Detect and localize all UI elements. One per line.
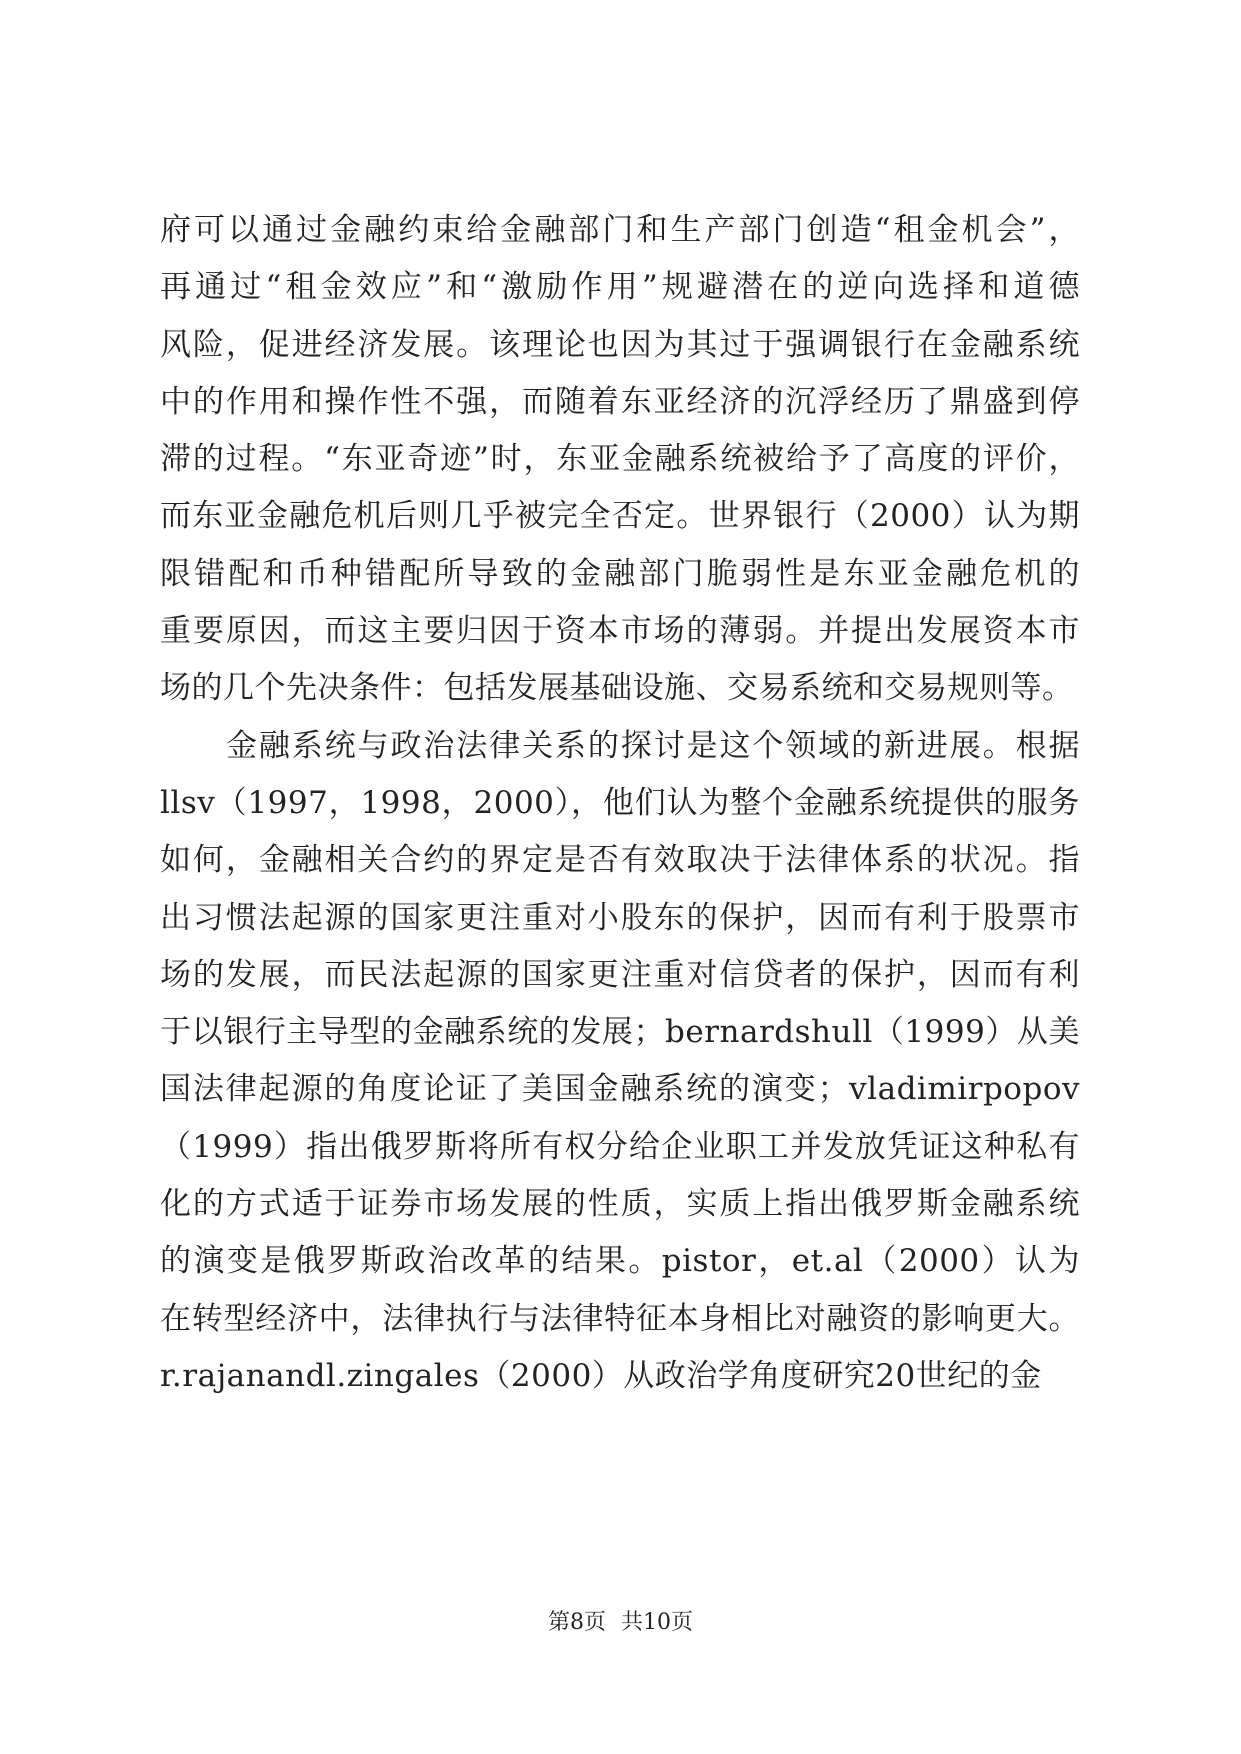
page-total: 共10页 [621,1610,693,1635]
text-line: 化的方式适于证券市场发展的性质，实质上指出俄罗斯金融系统 [160,1186,1080,1223]
text-line: 而东亚金融危机后则几乎被完全否定。世界银行（2000）认为期 [160,498,1080,535]
text-line: 限错配和币种错配所导致的金融部门脆弱性是东亚金融危机的 [160,555,1080,592]
text-line: 如何，金融相关合约的界定是否有效取决于法律体系的状况。指 [160,842,1080,879]
text-line: 场的发展，而民法起源的国家更注重对信贷者的保护，因而有利 [160,956,1080,993]
text-line: r.rajanandl.zingales（2000）从政治学角度研究20世纪的金 [160,1357,1042,1394]
text-line: 中的作用和操作性不强，而随着东亚经济的沉浮经历了鼎盛到停 [160,383,1080,420]
text-line: 国法律起源的角度论证了美国金融系统的演变；vladimirpopov [160,1071,1080,1108]
text-line: （1999）指出俄罗斯将所有权分给企业职工并发放凭证这种私有 [160,1128,1080,1165]
page-footer [0,1608,1241,1638]
text-line: 于以银行主导型的金融系统的发展；bernardshull（1999）从美 [160,1014,1080,1051]
text-line: 再通过“租金效应”和“激励作用”规避潜在的逆向选择和道德 [160,269,1080,306]
text-line: 重要原因，而这主要归因于资本市场的薄弱。并提出发展资本市 [160,613,1080,650]
text-line: 场的几个先决条件：包括发展基础设施、交易系统和交易规则等。 [160,670,1074,707]
text-line: 滞的过程。“东亚奇迹”时，东亚金融系统被给予了高度的评价， [160,441,1080,478]
body-text [160,202,1080,1405]
text-line: 风险，促进经济发展。该理论也因为其过于强调银行在金融系统 [160,326,1080,363]
paragraph-first-line: 金融系统与政治法律关系的探讨是这个领域的新进展。根据 [226,727,1080,764]
text-line: 的演变是俄罗斯政治改革的结果。pistor，et.al（2000）认为 [160,1243,1080,1280]
text-line: 出习惯法起源的国家更注重对小股东的保护，因而有利于股票市 [160,899,1080,936]
text-line: 府可以通过金融约束给金融部门和生产部门创造“租金机会”， [160,212,1080,248]
page-number: 第8页 [548,1610,606,1635]
text-line: llsv（1997，1998，2000），他们认为整个金融系统提供的服务 [160,784,1080,821]
text-line: 在转型经济中，法律执行与法律特征本身相比对融资的影响更大。 [160,1300,1080,1337]
